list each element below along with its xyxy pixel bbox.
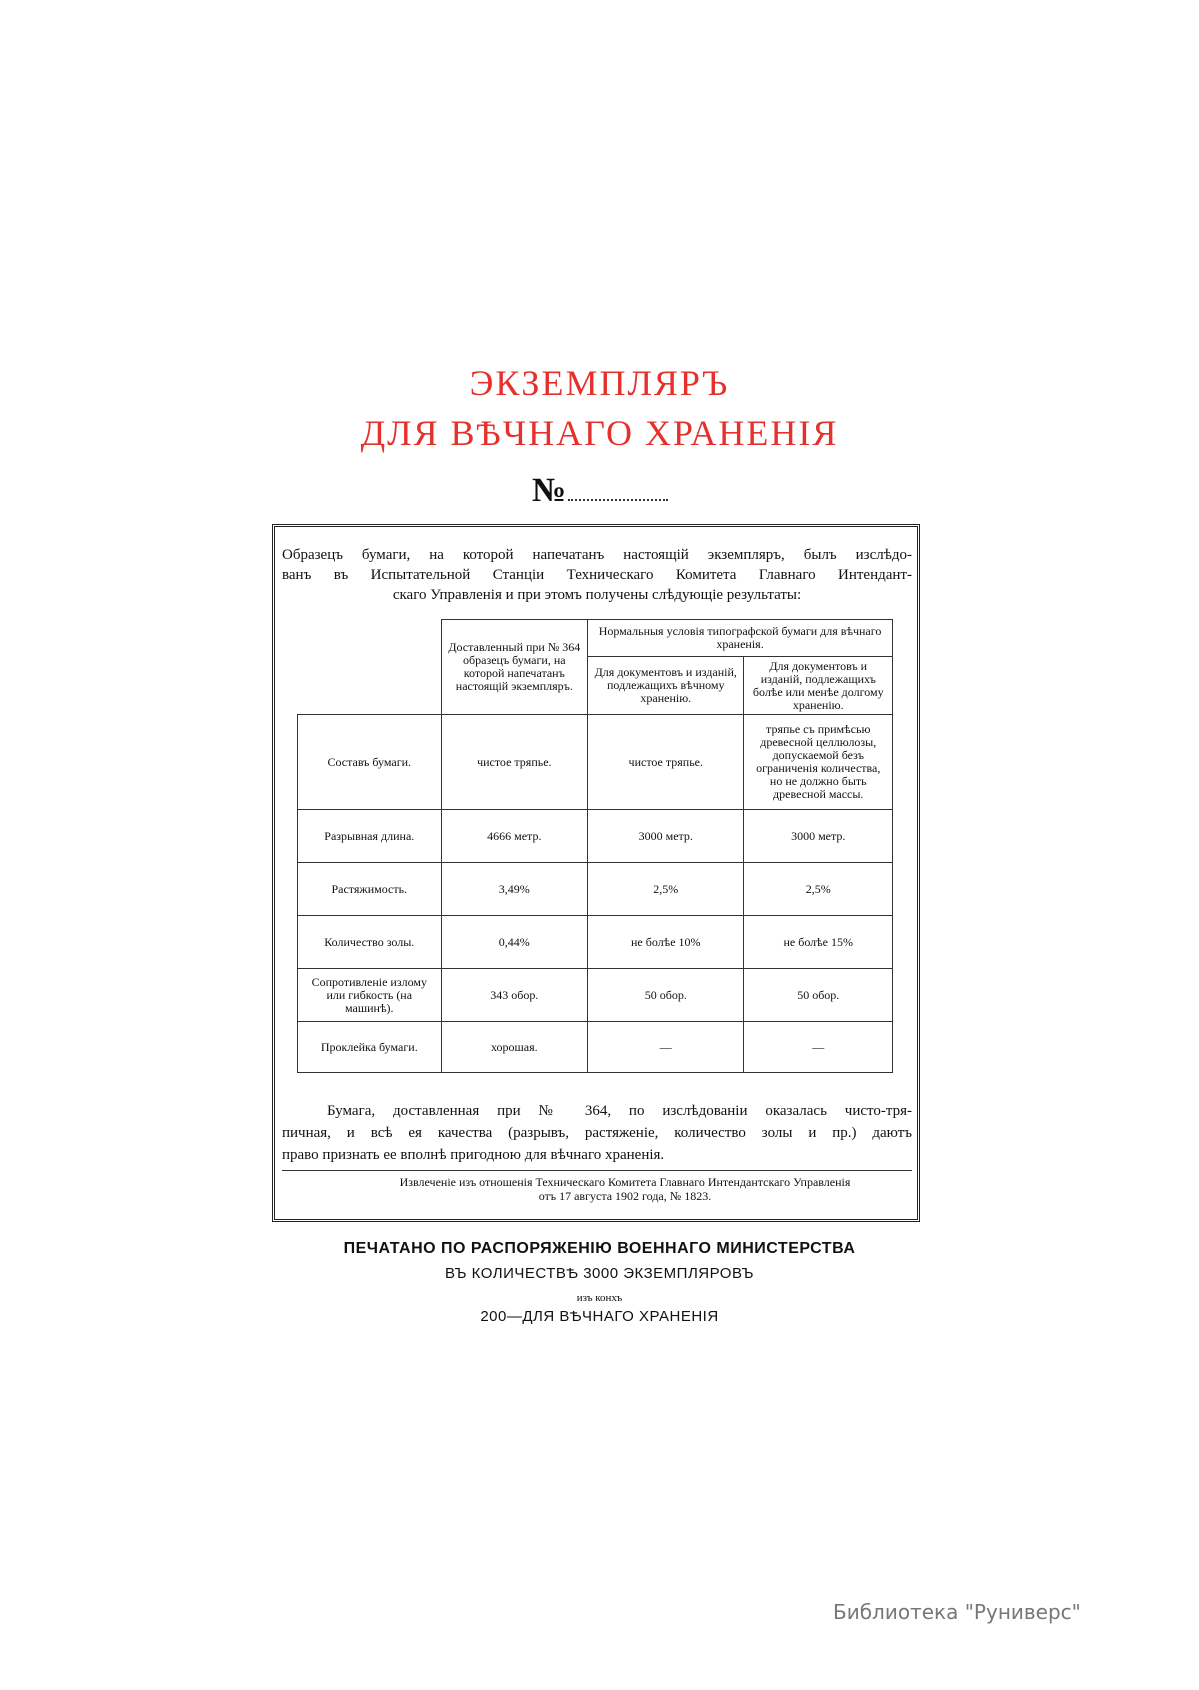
conclusion-line: пичная, и всѣ ея качества (разрывъ, растяженіе, количество золы и пр.) даютъ: [282, 1125, 912, 1141]
cell-sample: хорошая.: [441, 1022, 588, 1073]
page-title-line1: ЭКЗЕМПЛЯРЪ: [469, 363, 730, 403]
library-watermark: Библиотека "Руниверс": [833, 1600, 1081, 1624]
cell-sample: 4666 метр.: [441, 810, 588, 863]
cell-docs-more: 2,5%: [744, 863, 893, 916]
copy-number-field: [532, 472, 668, 510]
header-norm: Нормальныя условія типографской бумаги для вѣчнаго храненія.: [588, 620, 893, 657]
cell-docs: —: [588, 1022, 744, 1073]
row-label: Растяжимость.: [298, 863, 442, 916]
print-note-line: изъ конхъ: [576, 1292, 623, 1304]
conclusion-line: Бумага, доставленная при № 364, по изслѣдованіи оказалась чисто-тря-: [327, 1103, 912, 1119]
number-blank-line: [568, 479, 668, 501]
cell-docs-more: 50 обор.: [744, 969, 893, 1022]
intro-paragraph: [282, 545, 912, 605]
table-row: [298, 715, 893, 810]
extract-note: [330, 1175, 920, 1203]
header-sample: Доставленный при № 364 образецъ бумаги, на которой напечатанъ настоящій экземпляръ.: [441, 620, 588, 715]
extract-line: отъ 17 августа 1902 года, № 1823.: [538, 1189, 712, 1203]
cell-sample: 3,49%: [441, 863, 588, 916]
intro-line: Образецъ бумаги, на которой напечатанъ настоящій экземпляръ, былъ изслѣдо-: [282, 547, 912, 563]
conclusion-line: право признать ее вполнѣ пригодною для вѣчнаго храненія.: [282, 1147, 665, 1163]
number-sign: №: [532, 472, 567, 509]
cell-sample: 0,44%: [441, 916, 588, 969]
table-row: [298, 810, 893, 863]
cell-docs-more: —: [744, 1022, 893, 1073]
extract-line: Извлеченіе изъ отношенія Техническаго Комитета Главнаго Интендантскаго Управленія: [399, 1175, 851, 1189]
cell-sample: 343 обор.: [441, 969, 588, 1022]
row-label: Количество золы.: [298, 916, 442, 969]
cell-sample: чистое тряпье.: [441, 715, 588, 810]
cell-docs: 2,5%: [588, 863, 744, 916]
cell-docs: 50 обор.: [588, 969, 744, 1022]
header-docs-more: Для документовъ и изданій, подлежащихъ болѣе или менѣе долгому храненію.: [744, 657, 893, 715]
header-docs: Для документовъ и изданій, подлежащихъ вѣчному храненію.: [588, 657, 744, 715]
print-note-line: 200—ДЛЯ ВѢЧНАГО ХРАНЕНІЯ: [480, 1308, 719, 1325]
row-label: Разрывная длина.: [298, 810, 442, 863]
table-row: [298, 1022, 893, 1073]
intro-line: скаго Управленія и при этомъ получены слѣдующіе результаты:: [392, 587, 802, 603]
cell-docs-more: 3000 метр.: [744, 810, 893, 863]
table-row: [298, 916, 893, 969]
paper-test-results-table: [297, 619, 893, 1073]
page-title-line2: ДЛЯ ВѢЧНАГО ХРАНЕНІЯ: [360, 413, 839, 453]
cell-docs-more: не болѣе 15%: [744, 916, 893, 969]
row-label: Проклейка бумаги.: [298, 1022, 442, 1073]
cell-docs-more: тряпье съ примѣсью древесной целлюлозы, допускаемой безъ ограниченія количества, но не должно быть древесной массы.: [744, 715, 893, 810]
table-row: [298, 969, 893, 1022]
divider: [282, 1170, 912, 1171]
cell-docs: чистое тряпье.: [588, 715, 744, 810]
print-note-line: ВЪ КОЛИЧЕСТВѢ 3000 ЭКЗЕМПЛЯРОВЪ: [444, 1265, 755, 1282]
table-header-row: [298, 620, 893, 657]
conclusion-paragraph: [282, 1100, 912, 1166]
intro-line: ванъ въ Испытательной Станціи Техническаго Комитета Главнаго Интендант-: [282, 567, 912, 583]
row-label: Сопротивленіе излому или гибкость (на машинѣ).: [298, 969, 442, 1022]
table-row: [298, 863, 893, 916]
print-note-line: ПЕЧАТАНО ПО РАСПОРЯЖЕНІЮ ВОЕННАГО МИНИСТЕРСТВА: [343, 1240, 856, 1257]
cell-docs: не болѣе 10%: [588, 916, 744, 969]
cell-docs: 3000 метр.: [588, 810, 744, 863]
row-label: Составъ бумаги.: [298, 715, 442, 810]
